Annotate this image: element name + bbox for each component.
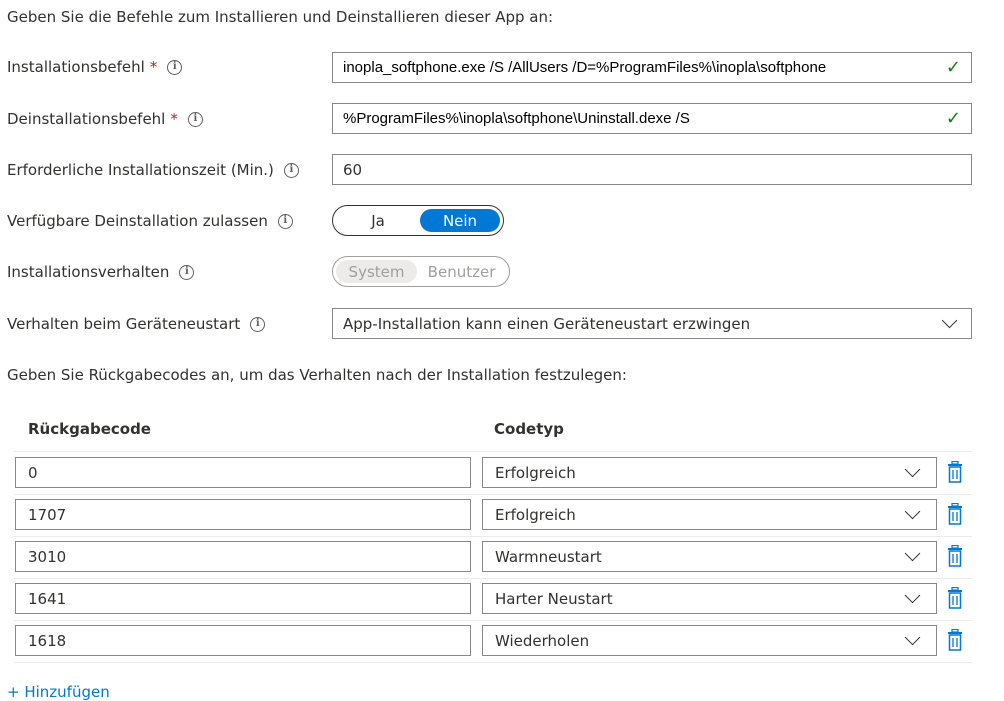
toggle-option-system: System — [336, 260, 417, 283]
row-divider — [14, 620, 972, 621]
code-type-value: Erfolgreich — [495, 463, 576, 482]
code-type-value: Erfolgreich — [495, 505, 576, 524]
restart-behavior-label-text: Verhalten beim Geräteneustart — [7, 315, 241, 333]
row-divider — [14, 494, 972, 495]
code-type-value: Warmneustart — [495, 547, 602, 566]
install-behavior-toggle — [332, 256, 510, 287]
install-behavior-label — [7, 263, 194, 281]
code-type-select[interactable] — [482, 457, 937, 488]
install-command-label-text: Installationsbefehl — [7, 58, 145, 76]
uninstall-command-value: %ProgramFiles%\inopla\softphone\Uninstall.dexe /S — [343, 110, 690, 127]
code-type-value: Harter Neustart — [495, 589, 613, 608]
chevron-down-icon — [942, 313, 958, 329]
allow-uninstall-label — [7, 212, 293, 230]
toggle-option-ja[interactable]: Ja — [371, 211, 385, 230]
checkmark-icon: ✓ — [945, 57, 961, 78]
return-code-input[interactable]: 1641 — [15, 583, 471, 614]
trash-icon[interactable] — [946, 587, 964, 609]
uninstall-command-input[interactable] — [332, 103, 972, 134]
install-command-input[interactable] — [332, 52, 972, 83]
install-time-label-text: Erforderliche Installationszeit (Min.) — [7, 161, 274, 179]
return-codes-intro: Geben Sie Rückgabecodes an, um das Verhalten nach der Installation festzulegen: — [7, 366, 627, 384]
install-command-label — [7, 58, 182, 76]
return-code-input[interactable]: 3010 — [15, 541, 471, 572]
trash-icon[interactable] — [946, 629, 964, 651]
info-icon[interactable]: i — [278, 214, 293, 229]
info-icon[interactable]: i — [179, 265, 194, 280]
install-time-input[interactable] — [332, 154, 972, 185]
install-behavior-label-text: Installationsverhalten — [7, 263, 170, 281]
install-command-value: inopla_softphone.exe /S /AllUsers /D=%ProgramFiles%\inopla\softphone — [343, 59, 827, 76]
info-icon[interactable]: i — [250, 317, 265, 332]
chevron-down-icon — [905, 588, 921, 604]
return-code-input[interactable]: 1618 — [15, 625, 471, 656]
toggle-option-nein[interactable]: Nein — [420, 209, 500, 232]
restart-behavior-value: App-Installation kann einen Geräteneustart erzwingen — [343, 314, 751, 333]
info-icon[interactable]: i — [167, 60, 182, 75]
code-type-select[interactable] — [482, 541, 937, 572]
info-icon[interactable]: i — [188, 112, 203, 127]
code-type-value: Wiederholen — [495, 631, 590, 650]
required-marker: * — [149, 58, 158, 76]
restart-behavior-select[interactable] — [332, 308, 972, 339]
row-divider — [14, 578, 972, 579]
trash-icon[interactable] — [946, 503, 964, 525]
info-icon[interactable]: i — [284, 163, 299, 178]
allow-uninstall-toggle[interactable] — [332, 205, 504, 236]
restart-behavior-label — [7, 315, 265, 333]
code-type-select[interactable] — [482, 499, 937, 530]
checkmark-icon: ✓ — [945, 108, 961, 129]
return-code-input[interactable]: 0 — [15, 457, 471, 488]
install-time-label — [7, 161, 299, 179]
uninstall-command-label — [7, 110, 203, 128]
column-header-code: Rückgabecode — [28, 420, 151, 438]
column-header-type: Codetyp — [494, 420, 564, 438]
row-divider — [14, 536, 972, 537]
table-header-divider — [14, 451, 972, 452]
uninstall-command-label-text: Deinstallationsbefehl — [7, 110, 166, 128]
row-divider — [14, 662, 972, 663]
return-code-input[interactable]: 1707 — [15, 499, 471, 530]
chevron-down-icon — [905, 504, 921, 520]
install-time-value: 60 — [343, 160, 363, 179]
chevron-down-icon — [905, 630, 921, 646]
allow-uninstall-label-text: Verfügbare Deinstallation zulassen — [7, 212, 268, 230]
trash-icon[interactable] — [946, 461, 964, 483]
toggle-option-benutzer: Benutzer — [427, 262, 496, 281]
chevron-down-icon — [905, 546, 921, 562]
code-type-select[interactable] — [482, 625, 937, 656]
required-marker: * — [170, 110, 178, 128]
add-return-code-link[interactable]: + Hinzufügen — [7, 683, 110, 701]
trash-icon[interactable] — [946, 545, 964, 567]
chevron-down-icon — [905, 462, 921, 478]
intro-text: Geben Sie die Befehle zum Installieren und Deinstallieren dieser App an: — [7, 8, 554, 26]
code-type-select[interactable] — [482, 583, 937, 614]
